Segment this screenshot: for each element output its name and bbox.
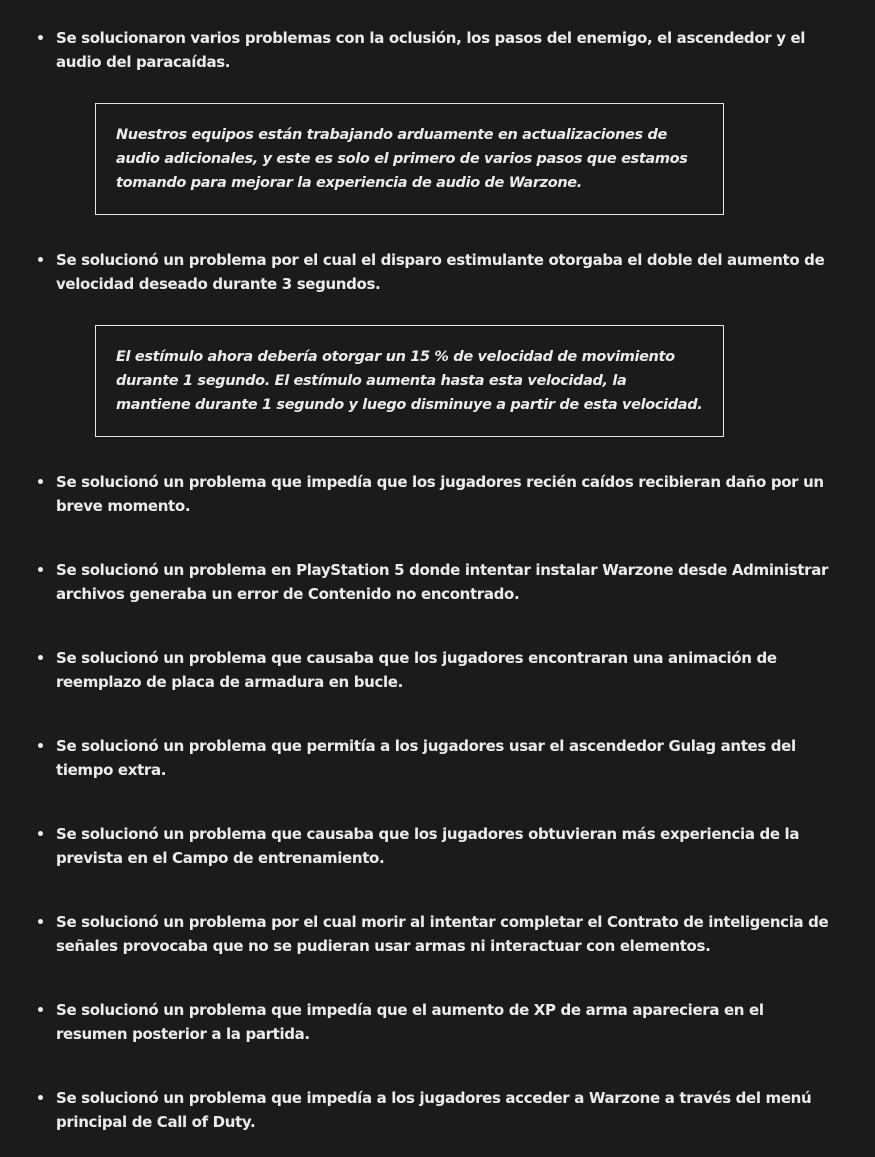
bullet-icon <box>38 257 43 262</box>
bullet-icon <box>38 1007 43 1012</box>
developer-note <box>95 103 724 215</box>
list-item <box>56 248 836 296</box>
bullet-icon <box>38 743 43 748</box>
list-item-text: Se solucionó un problema por el cual morir al intentar completar el Contrato de inteligencia de señales provocaba que no se pudieran usar armas ni interactuar con elementos. <box>56 913 829 955</box>
bullet-icon <box>38 479 43 484</box>
list-item-text: Se solucionó un problema por el cual el disparo estimulante otorgaba el doble del aumento de velocidad deseado durante 3 segundos. <box>56 251 825 293</box>
bullet-icon <box>38 1095 43 1100</box>
list-item <box>56 822 836 870</box>
list-item <box>56 26 836 74</box>
list-item-text: Se solucionó un problema que impedía que los jugadores recién caídos recibieran daño por un breve momento. <box>56 473 824 515</box>
list-item <box>56 1086 836 1134</box>
list-item <box>56 998 836 1046</box>
bullet-icon <box>38 919 43 924</box>
list-item-text: Se solucionaron varios problemas con la oclusión, los pasos del enemigo, el ascendedor y el audio del paracaídas. <box>56 29 806 71</box>
bullet-icon <box>38 831 43 836</box>
list-item-text: Se solucionó un problema que permitía a los jugadores usar el ascendedor Gulag antes del tiempo extra. <box>56 737 796 779</box>
bullet-icon <box>38 567 43 572</box>
list-item <box>56 470 836 518</box>
developer-note <box>95 325 724 437</box>
developer-note-text: Nuestros equipos están trabajando arduamente en actualizaciones de audio adicionales, y este es solo el primero de varios pasos que estamos tomando para mejorar la experiencia de audio de Warzone. <box>116 127 688 191</box>
developer-note-text: El estímulo ahora debería otorgar un 15 % de velocidad de movimiento durante 1 segundo. El estímulo aumenta hasta esta velocidad, la mantiene durante 1 segundo y luego disminuye a partir de esta velocidad. <box>116 349 703 413</box>
list-item-text: Se solucionó un problema que impedía a los jugadores acceder a Warzone a través del menú principal de Call of Duty. <box>56 1089 812 1131</box>
bullet-icon <box>38 655 43 660</box>
list-item-text: Se solucionó un problema que impedía que el aumento de XP de arma apareciera en el resumen posterior a la partida. <box>56 1001 764 1043</box>
list-item-text: Se solucionó un problema que causaba que los jugadores encontraran una animación de reemplazo de placa de armadura en bucle. <box>56 649 777 691</box>
list-item <box>56 646 836 694</box>
list-item <box>56 910 836 958</box>
list-item-text: Se solucionó un problema en PlayStation 5 donde intentar instalar Warzone desde Administrar archivos generaba un error de Contenido no encontrado. <box>56 561 829 603</box>
list-item <box>56 558 836 606</box>
list-item <box>56 734 836 782</box>
list-item-text: Se solucionó un problema que causaba que los jugadores obtuvieran más experiencia de la prevista en el Campo de entrenamiento. <box>56 825 800 867</box>
bullet-icon <box>38 35 43 40</box>
